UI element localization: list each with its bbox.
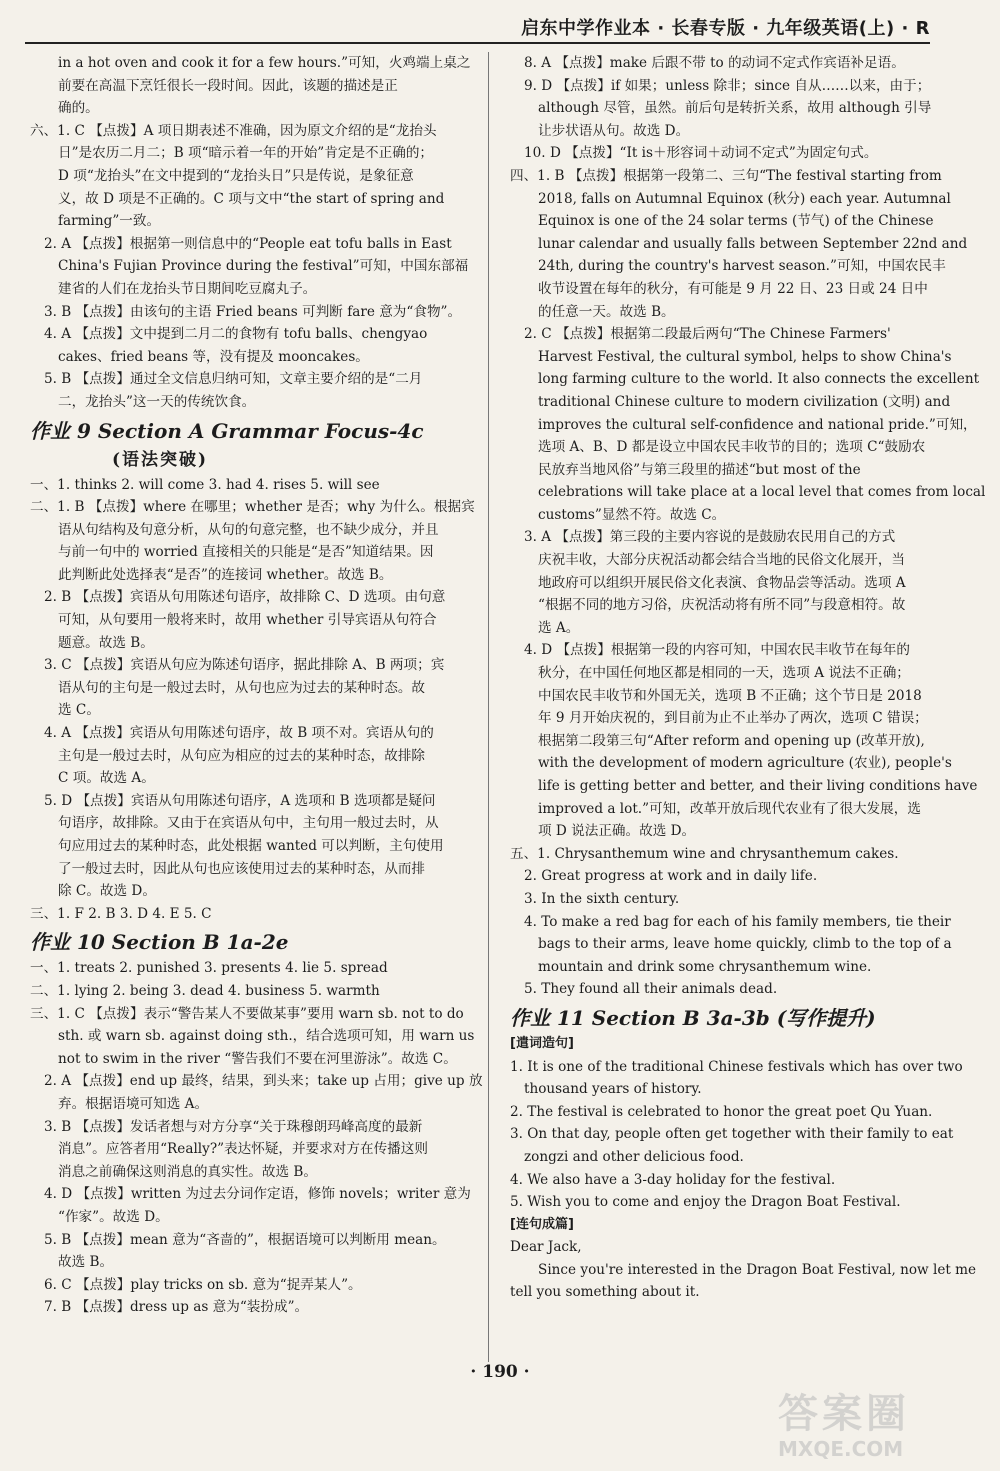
answer-line: 二、1. lying 2. being 3. dead 4. business 5. warmth: [30, 982, 380, 999]
watermark-url: MXQE.COM: [778, 1437, 904, 1461]
answer-line: 三、1. C 【点拨】表示“警告某人不要做某事”要用 warn sb. not to do: [30, 1005, 464, 1022]
answer-line: 3. B 【点拨】发话者想与对方分享“关于珠穆朗玛峰高度的最新: [44, 1118, 423, 1135]
answer-line: 民放弃当地风俗”与第三段里的描述“but most of the: [538, 461, 861, 478]
answer-line: 前要在高温下烹饪很长一段时间。因此，该题的描述是正: [58, 77, 398, 94]
answer-line: 3. In the sixth century.: [524, 890, 680, 907]
answer-line: long farming culture to the world. It also connects the excellent: [538, 371, 980, 388]
answer-line: 消息之前确保这则消息的真实性。故选 B。: [58, 1163, 317, 1180]
answer-line: 2. Great progress at work and in daily life.: [524, 868, 818, 885]
answer-line: 建省的人们在龙抬头节日期间吃豆腐丸子。: [58, 280, 317, 297]
answer-line: 语从句的主句是一般过去时，从句也应为过去的某种时态。故: [58, 679, 426, 696]
answer-line: 与前一句中的 worried 直接相关的只能是“是否”知道结果。因: [58, 544, 434, 561]
page-number: · 190 ·: [470, 1362, 530, 1382]
answer-line: improved a lot.”可知，改革开放后现代农业有了很大发展，选: [538, 800, 921, 817]
answer-line: 二、1. B 【点拨】where 在哪里；whether 是否；why 为什么。根据宾: [30, 499, 475, 516]
answer-line: bags to their arms, leave home quickly, climb to the top of a: [538, 936, 952, 953]
answer-line: 2. A 【点拨】根据第一则信息中的“People eat tofu balls in East: [44, 235, 452, 252]
right-column: [510, 52, 986, 1304]
answer-line: Harvest Festival, the cultural symbol, helps to show China's: [538, 348, 952, 365]
answer-line: 除 C。故选 D。: [58, 883, 156, 900]
answer-line: celebrations will take place at a local level that comes from local: [538, 484, 986, 501]
watermark-logo: [778, 1390, 978, 1462]
answer-line: 义，故 D 项是不正确的。C 项与文中“the start of spring and: [58, 190, 445, 207]
answer-line: 句语序，故排除。又由于在宾语从句中，主句用一般过去时，从: [58, 815, 439, 832]
answer-line: traditional Chinese culture to modern civilization (文明) and: [538, 393, 951, 410]
answer-line: 3. On that day, people often get together with their family to eat: [510, 1126, 954, 1143]
subsection-label: [连句成篇]: [510, 1216, 574, 1232]
answer-line: 5. B 【点拨】通过全文信息归纳可知，文章主要介绍的是“二月: [44, 371, 423, 388]
answer-line: sth. 或 warn sb. against doing sth.，结合选项可知，用 warn us: [58, 1028, 475, 1045]
answer-line: 弃。根据语境可知选 A。: [58, 1095, 209, 1112]
answer-line: 7. B 【点拨】dress up as 意为“装扮成”。: [44, 1299, 309, 1316]
answer-line: 选项 A、B、D 都是设立中国农民丰收节的目的；选项 C“鼓励农: [538, 439, 926, 456]
answer-line: 主句是一般过去时，从句应为相应的过去的某种时态，故排除: [58, 747, 426, 764]
answer-line: 选 C。: [58, 702, 100, 719]
answer-line: farming”一致。: [58, 213, 161, 230]
answer-line: 4. We also have a 3-day holiday for the festival.: [510, 1171, 836, 1188]
answer-line: 地政府可以组织开展民俗文化表演、食物品尝等活动。选项 A: [538, 574, 906, 591]
answer-line: 秋分，在中国任何地区都是相同的一天，选项 A 说法不正确；: [538, 665, 910, 682]
answer-line: 根据第二段第三句“After reform and opening up (改革开放),: [538, 732, 925, 749]
answer-line: 日”是农历二月二；B 项“暗示着一年的开始”肯定是不正确的；: [58, 145, 434, 162]
answer-line: thousand years of history.: [524, 1081, 702, 1098]
answer-line: 让步状语从句。故选 D。: [538, 122, 690, 139]
answer-line: 6. C 【点拨】play tricks on sb. 意为“捉弄某人”。: [44, 1276, 362, 1293]
answer-line: 选 A。: [538, 619, 580, 636]
answer-line: 庆祝丰收，大部分庆祝活动都会结合当地的民俗文化展开，当: [538, 552, 906, 569]
header-rule: [25, 42, 930, 44]
answer-line: Equinox is one of the 24 solar terms (节气) of the Chinese: [538, 213, 934, 230]
answer-line: in a hot oven and cook it for a few hours.”可知，火鸡端上桌之: [58, 55, 471, 71]
answer-line: 此判断此处选择表“是否”的连接词 whether。故选 B。: [58, 566, 393, 583]
running-header: 启东中学作业本 · 长春专版 · 九年级英语(上) · R: [521, 18, 930, 39]
answer-line: 三、1. F 2. B 3. D 4. E 5. C: [30, 905, 212, 922]
answer-line: 4. A 【点拨】文中提到二月二的食物有 tofu balls、chengyao: [44, 326, 428, 343]
answer-line: 9. D 【点拨】if 如果；unless 除非；since 自从……以来，由于；: [524, 77, 931, 94]
answer-line: tell you something about it.: [510, 1284, 700, 1301]
answer-line: 10. D 【点拨】“It is＋形容词＋动词不定式”为固定句式。: [524, 145, 878, 162]
answer-line: 了一般过去时，因此从句也应该使用过去的某种时态，从而排: [58, 860, 426, 877]
answer-line: Since you're interested in the Dragon Boat Festival, now let me: [538, 1261, 977, 1278]
answer-line: China's Fujian Province during the festival”可知，中国东部福: [58, 258, 469, 275]
answer-line: lunar calendar and usually falls between September 22nd and: [538, 235, 968, 252]
answer-line: mountain and drink some chrysanthemum wine.: [538, 958, 872, 975]
answer-line: 1. It is one of the traditional Chinese festivals which has over two: [510, 1058, 963, 1075]
column-divider: [488, 52, 489, 1362]
answer-line: “作家”。故选 D。: [58, 1208, 169, 1225]
answer-line: 故选 B。: [58, 1254, 114, 1271]
answer-line: 六、1. C 【点拨】A 项日期表述不准确，因为原文介绍的是“龙抬头: [30, 122, 437, 139]
answer-line: 确的。: [58, 100, 99, 117]
answer-line: 消息”。应答者用“Really?”表达怀疑，并要求对方在传播这则: [58, 1141, 428, 1158]
answer-line: 4. D 【点拨】根据第一段的内容可知，中国农民丰收节在每年的: [524, 642, 910, 659]
section-heading: 作业 9 Section A Grammar Focus-4c: [30, 418, 424, 443]
answer-line: 5. They found all their animals dead.: [524, 981, 778, 998]
answer-line: 2. A 【点拨】end up 最终，结果，到头来；take up 占用；give up 放: [44, 1073, 483, 1090]
answer-line: with the development of modern agriculture (农业), people's: [538, 755, 952, 772]
answer-line: 2. The festival is celebrated to honor the great poet Qu Yuan.: [510, 1103, 933, 1120]
answer-line: not to swim in the river “警告我们不要在河里游泳”。故选 C。: [58, 1050, 457, 1067]
answer-line: 五、1. Chrysanthemum wine and chrysanthemum cakes.: [510, 845, 899, 862]
answer-line: 中国农民丰收节和外国无关，选项 B 不正确；这个节日是 2018: [538, 687, 922, 704]
subsection-label: [遣词造句]: [510, 1035, 574, 1051]
answer-line: 5. D 【点拨】宾语从句用陈述句语序，A 选项和 B 选项都是疑问: [44, 792, 436, 809]
answer-line: 二，龙抬头”这一天的传统饮食。: [58, 393, 256, 410]
section-subheading: (语法突破): [112, 449, 209, 470]
answer-line: 2018, falls on Autumnal Equinox (秋分) each year. Autumnal: [538, 190, 951, 207]
answer-line: 4. A 【点拨】宾语从句用陈述句语序，故 B 项不对。宾语从句的: [44, 725, 434, 742]
answer-line: 四、1. B 【点拨】根据第一段第二、三句“The festival starting from: [510, 167, 942, 184]
answer-line: 收节设置在每年的秋分，有可能是 9 月 22 日、23 日或 24 日中: [538, 280, 928, 297]
answer-line: 4. D 【点拨】written 为过去分词作定语，修饰 novels；writer 意为: [44, 1186, 471, 1203]
answer-line: 项 D 说法正确。故选 D。: [538, 823, 696, 840]
answer-line: Dear Jack,: [510, 1239, 582, 1256]
answer-line: 一、1. treats 2. punished 3. presents 4. lie 5. spread: [30, 960, 388, 977]
answer-line: 2. C 【点拨】根据第二段最后两句“The Chinese Farmers': [524, 326, 891, 343]
watermark-text: 答案圈: [778, 1391, 910, 1437]
answer-line: 5. B 【点拨】mean 意为“吝啬的”，根据语境可以判断用 mean。: [44, 1231, 446, 1248]
answer-line: “根据不同的地方习俗，庆祝活动将有所不同”与段意相符。故: [538, 597, 906, 614]
answer-line: life is getting better and better, and their living conditions have: [538, 778, 978, 794]
answer-line: 3. B 【点拨】由该句的主语 Fried beans 可判断 fare 意为“食物”。: [44, 303, 462, 320]
answer-line: 题意。故选 B。: [58, 634, 154, 651]
answer-line: 可知，从句要用一般将来时，故用 whether 引导宾语从句符合: [58, 612, 437, 629]
answer-line: 年 9 月开始庆祝的，到目前为止不止举办了两次，选项 C 错误；: [538, 710, 928, 727]
answer-line: cakes、fried beans 等，没有提及 mooncakes。: [58, 348, 369, 365]
answer-line: D 项“龙抬头”在文中提到的“龙抬头日”只是传说，是象征意: [58, 167, 414, 184]
answer-line: C 项。故选 A。: [58, 770, 155, 787]
answer-line: improves the cultural self-confidence and national pride.”可知，: [538, 416, 977, 433]
answer-line: zongzi and other delicious food.: [524, 1148, 744, 1165]
answer-line: 一、1. thinks 2. will come 3. had 4. rises 5. will see: [30, 476, 380, 493]
answer-line: although 尽管，虽然。前后句是转折关系，故用 although 引导: [538, 100, 932, 117]
section-heading: 作业 10 Section B 1a-2e: [30, 930, 289, 955]
answer-line: customs”显然不符。故选 C。: [538, 506, 726, 523]
answer-line: 3. A 【点拨】第三段的主要内容说的是鼓励农民用自己的方式: [524, 529, 896, 546]
left-column: [30, 52, 483, 1319]
section-heading: 作业 11 Section B 3a-3b (写作提升): [510, 1005, 876, 1030]
answer-line: 5. Wish you to come and enjoy the Dragon Boat Festival.: [510, 1194, 901, 1211]
answer-line: 3. C 【点拨】宾语从句应为陈述句语序，据此排除 A、B 两项；宾: [44, 657, 445, 674]
answer-line: 的任意一天。故选 B。: [538, 303, 675, 320]
answer-line: 句应用过去的某种时态，此处根据 wanted 可以判断，主句使用: [58, 838, 444, 854]
answer-line: 2. B 【点拨】宾语从句用陈述句语序，故排除 C、D 选项。由句意: [44, 589, 446, 606]
answer-line: 语从句结构及句意分析，从句的句意完整，也不缺少成分，并且: [58, 521, 439, 538]
answer-line: 8. A 【点拨】make 后跟不带 to 的动词不定式作宾语补足语。: [524, 55, 905, 71]
answer-line: 24th, during the country's harvest season.”可知，中国农民丰: [538, 258, 946, 275]
answer-line: 4. To make a red bag for each of his family members, tie their: [524, 913, 951, 930]
